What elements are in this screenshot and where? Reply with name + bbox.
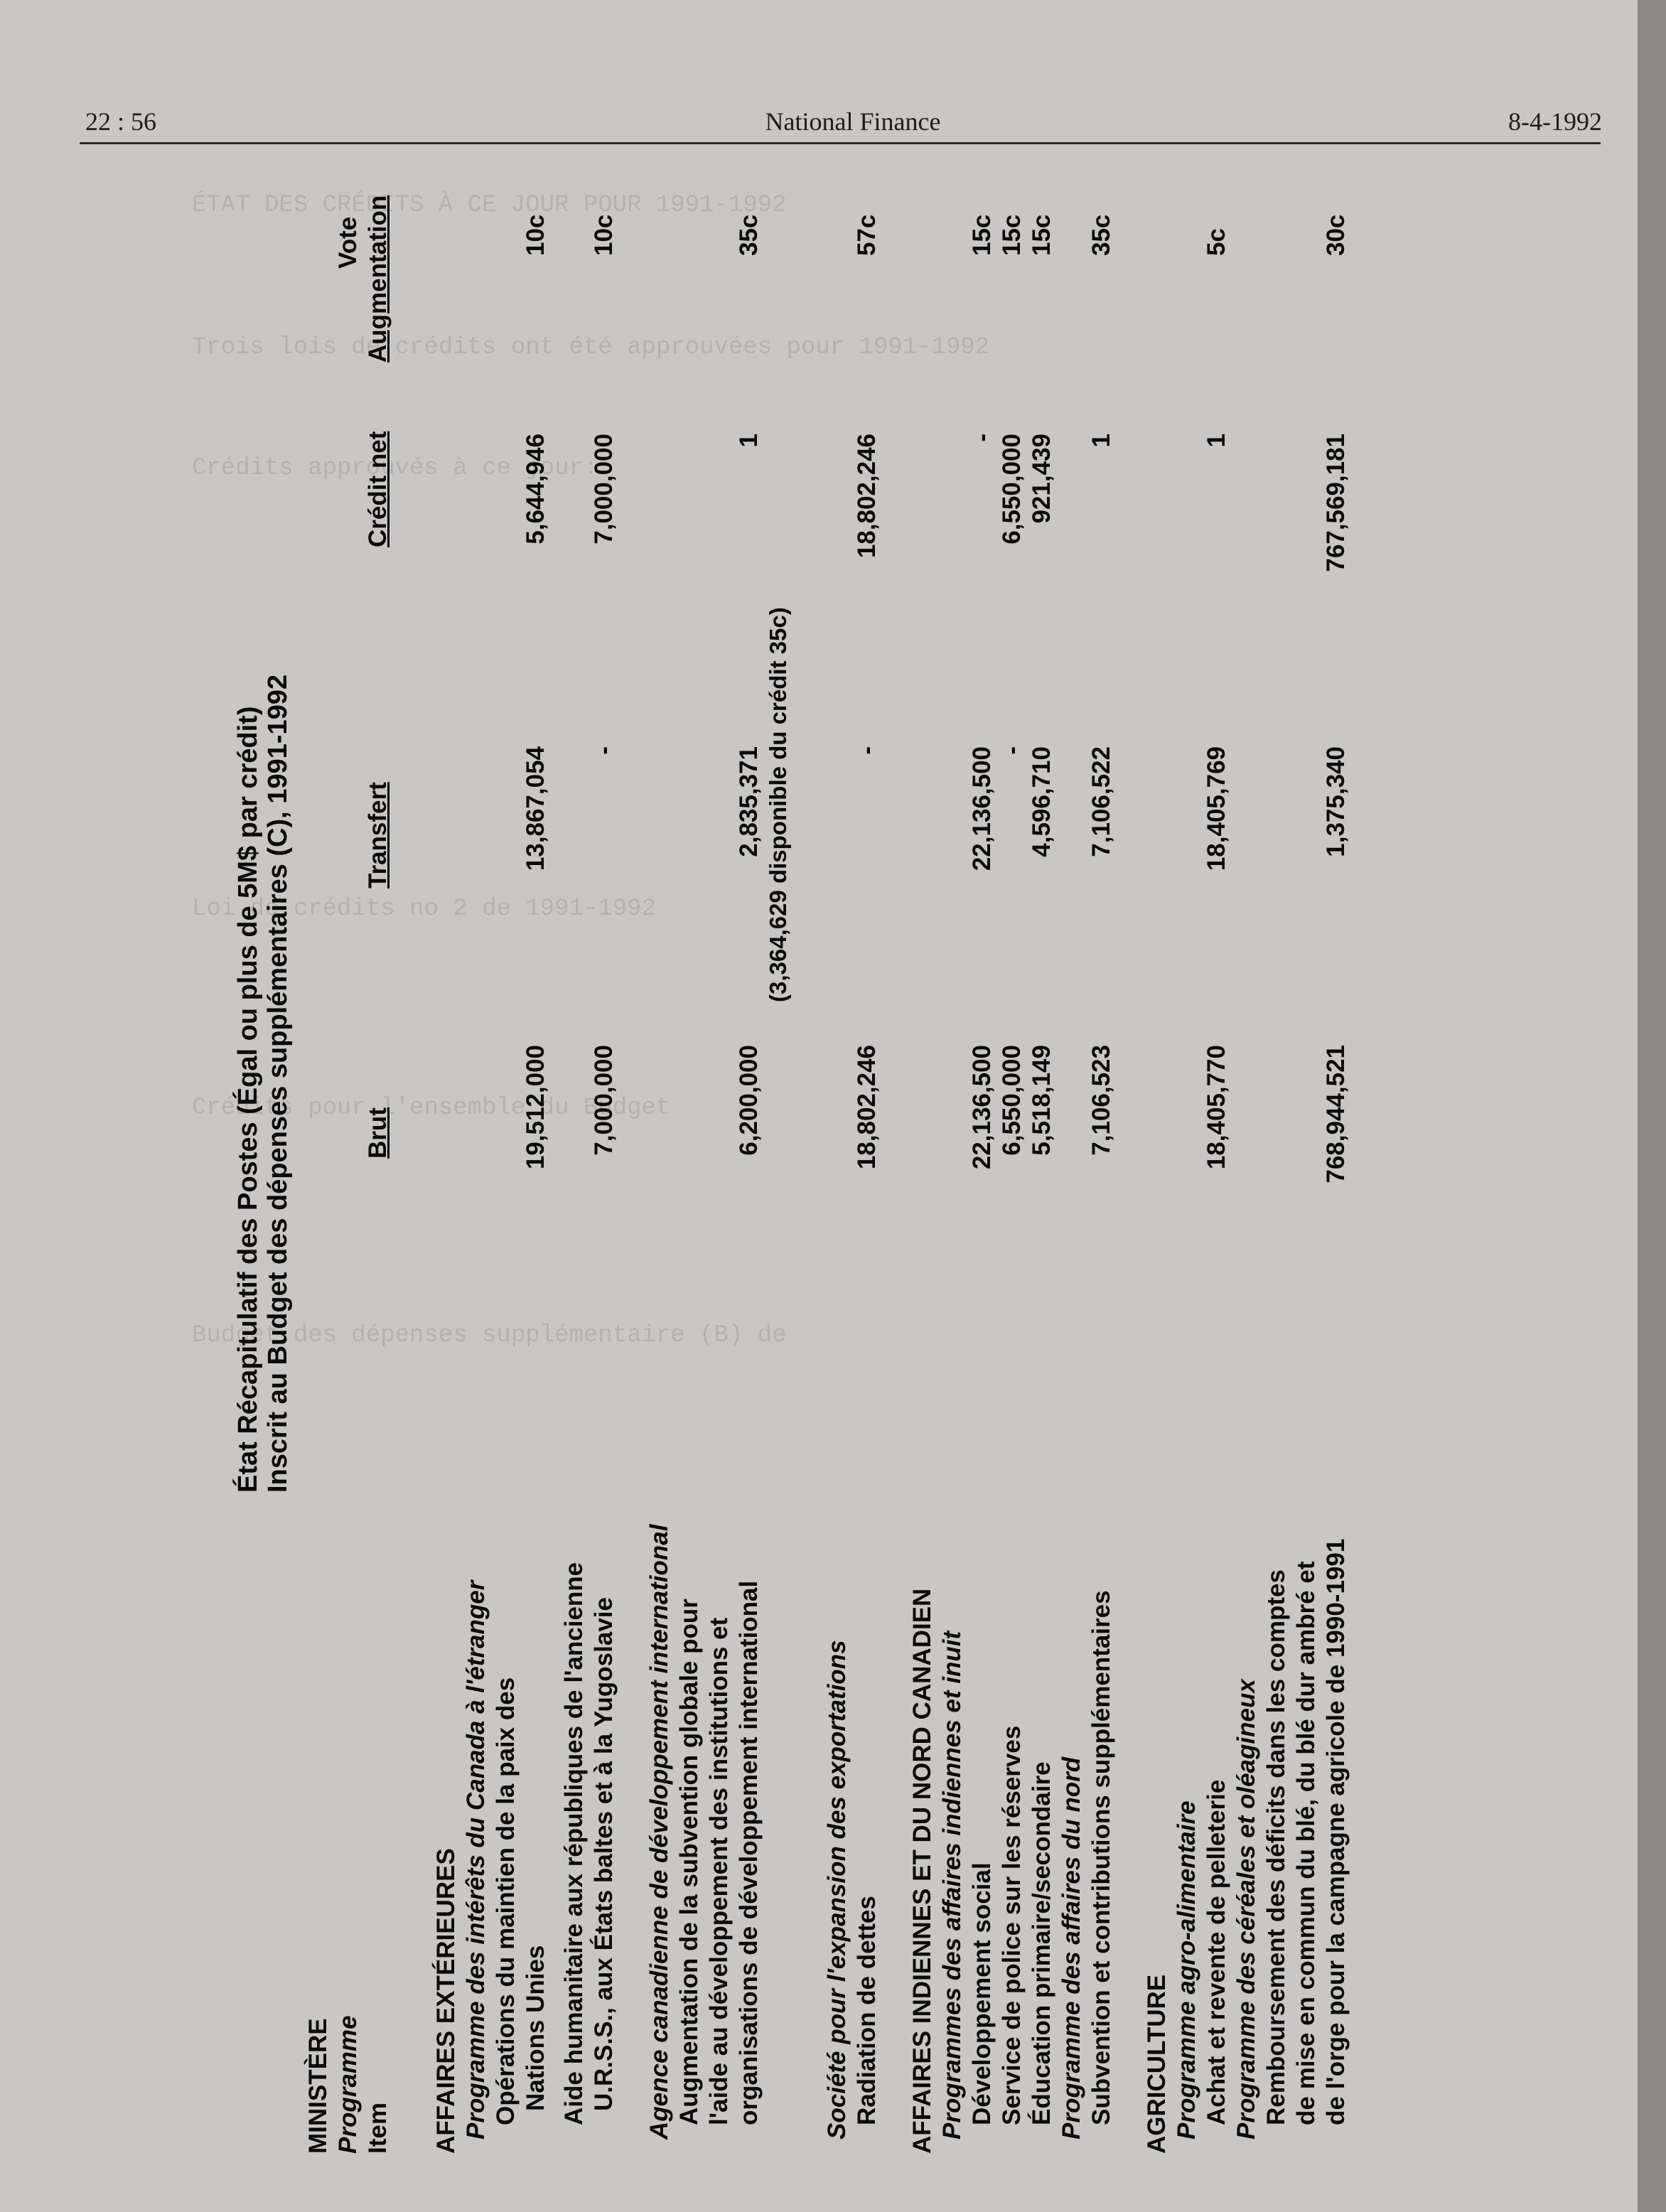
vote-value: 15c: [968, 214, 996, 256]
net-value: -: [968, 434, 996, 442]
item-label: Service de police sur les réserves: [998, 1725, 1026, 2125]
program-heading: Programme des affaires du nord: [1058, 1756, 1085, 2139]
program-heading: Programme des intérêts du Canada à l'étranger: [462, 1580, 490, 2139]
gross-value: 6,550,000: [998, 1045, 1026, 1156]
col-header-gross: Brut: [364, 1107, 392, 1159]
program-heading: Société pour l'expansion des exportations: [823, 1640, 851, 2139]
bleed-through-text: Crédits approuvés à ce jour:: [192, 455, 598, 482]
bleed-through-text: Loi de crédits no 2 de 1991-1992: [192, 896, 656, 923]
summary-table: [220, 178, 1514, 2154]
vote-value: 15c: [1028, 214, 1055, 256]
item-label: Développement social: [968, 1862, 996, 2125]
net-value: 767,569,181: [1322, 434, 1350, 572]
col-header-vote: Vote: [334, 216, 362, 269]
bleed-through-text: ÉTAT DES CRÉDITS À CE JOUR POUR 1991-1992: [192, 192, 787, 219]
net-value: 1: [735, 434, 763, 448]
ministry-heading: AFFAIRES INDIENNES ET DU NORD CANADIEN: [908, 1588, 936, 2154]
transfer-value: -: [853, 746, 881, 755]
item-label: de mise en commun du blé, du blé dur ambré et: [1292, 1561, 1320, 2125]
net-value: 18,802,246: [853, 434, 881, 559]
ministry-heading: AGRICULTURE: [1143, 1974, 1171, 2154]
vote-value: 5c: [1203, 228, 1230, 256]
item-label: Aide humanitaire aux républiques de l'ancienne: [560, 1562, 588, 2125]
program-heading: Programme des céréales et oléagineux: [1232, 1679, 1260, 2139]
transfer-value: 13,867,054: [522, 746, 549, 871]
col-header-program: Programme: [334, 2015, 362, 2154]
vote-value: 10c: [590, 214, 618, 256]
table-title-line2: Inscrit au Budget des dépenses supplémentaires (C), 1991-1992: [263, 675, 293, 1493]
page-number: 22 : 56: [85, 107, 157, 136]
col-header-ministry: MINISTÈRE: [304, 2018, 332, 2154]
net-value: 1: [1087, 434, 1115, 448]
gross-value: 7,000,000: [590, 1045, 618, 1156]
ministry-heading: AFFAIRES EXTÉRIEURES: [432, 1848, 460, 2154]
transfer-value: 22,136,500: [968, 746, 996, 871]
net-value: 5,644,946: [522, 434, 549, 544]
item-label: Achat et revente de pelleterie: [1203, 1779, 1230, 2125]
gross-value: 18,802,246: [853, 1045, 881, 1170]
item-label: Opérations du maintien de la paix des: [492, 1677, 520, 2125]
table-title-line1: État Récapitulatif des Postes (Égal ou plus de 5M$ par crédit): [233, 706, 263, 1493]
col-header-net: Crédit net: [364, 431, 392, 547]
transfer-value: 1,375,340: [1322, 746, 1350, 857]
gross-value: 22,136,500: [968, 1045, 996, 1170]
vote-value: 35c: [1087, 214, 1115, 256]
col-header-transfer: Transfert: [364, 782, 392, 888]
program-heading: Programme agro-alimentaire: [1173, 1800, 1200, 2139]
item-label: Augmentation de la subvention globale pour: [675, 1599, 703, 2125]
item-label: organisations de développement international: [735, 1580, 763, 2125]
item-label: de l'orge pour la campagne agricole de 1990-1991: [1322, 1538, 1350, 2125]
running-title: National Finance: [765, 107, 941, 136]
gross-value: 19,512,000: [522, 1045, 549, 1170]
transfer-value: 18,405,769: [1203, 746, 1230, 871]
transfer-value: 4,596,710: [1028, 746, 1055, 857]
transfer-value: 2,835,371: [735, 746, 763, 857]
transfer-value: -: [998, 746, 1026, 755]
item-label: U.R.S.S., aux États baltes et à la Yugoslavie: [590, 1597, 618, 2111]
transfer-value: 7,106,522: [1087, 746, 1115, 857]
program-heading: Agence canadienne de développement international: [645, 1524, 673, 2139]
net-value: 921,439: [1028, 434, 1055, 524]
item-label: l'aide au développement des institutions et: [705, 1617, 733, 2125]
net-value: 7,000,000: [590, 434, 618, 544]
gross-value: 18,405,770: [1203, 1045, 1230, 1170]
header-rule: [80, 142, 1601, 144]
program-heading: Programmes des affaires indiennes et inuit: [938, 1631, 966, 2139]
net-value: 6,550,000: [998, 434, 1026, 544]
gross-value: 6,200,000: [735, 1045, 763, 1156]
gross-value: 7,106,523: [1087, 1045, 1115, 1156]
bleed-through-text: Crédits pour l'ensemble du Budget: [192, 1095, 671, 1122]
vote-value: 30c: [1322, 214, 1350, 256]
page-date: 8-4-1992: [1508, 107, 1602, 136]
item-label: Remboursement des déficits dans les comptes: [1262, 1569, 1290, 2125]
item-label: Éducation primaire/secondaire: [1028, 1761, 1055, 2125]
gross-value: 768,944,521: [1322, 1045, 1350, 1183]
net-value: 1: [1203, 434, 1230, 448]
vote-value: 10c: [522, 214, 549, 256]
gross-value: 5,518,149: [1028, 1045, 1055, 1156]
item-label: Nations Unies: [522, 1945, 549, 2111]
item-label: Subvention et contributions supplémentaires: [1087, 1590, 1115, 2125]
available-credit-note: (3,364,629 disponible du crédit 35c): [765, 607, 791, 1002]
bleed-through-text: Trois lois de crédits ont été approuvées pour 1991-1992: [192, 334, 990, 361]
transfer-value: -: [590, 746, 618, 755]
bleed-through-text: Budget des dépenses supplémentaire (B) de: [192, 1322, 787, 1349]
col-header-item: Item: [364, 2103, 392, 2154]
vote-value: 35c: [735, 214, 763, 256]
page-edge-shadow: [1638, 0, 1666, 2212]
vote-value: 57c: [853, 214, 881, 256]
vote-value: 15c: [998, 214, 1026, 256]
item-label: Radiation de dettes: [853, 1896, 881, 2125]
col-header-augmentation: Augmentation: [364, 195, 392, 363]
